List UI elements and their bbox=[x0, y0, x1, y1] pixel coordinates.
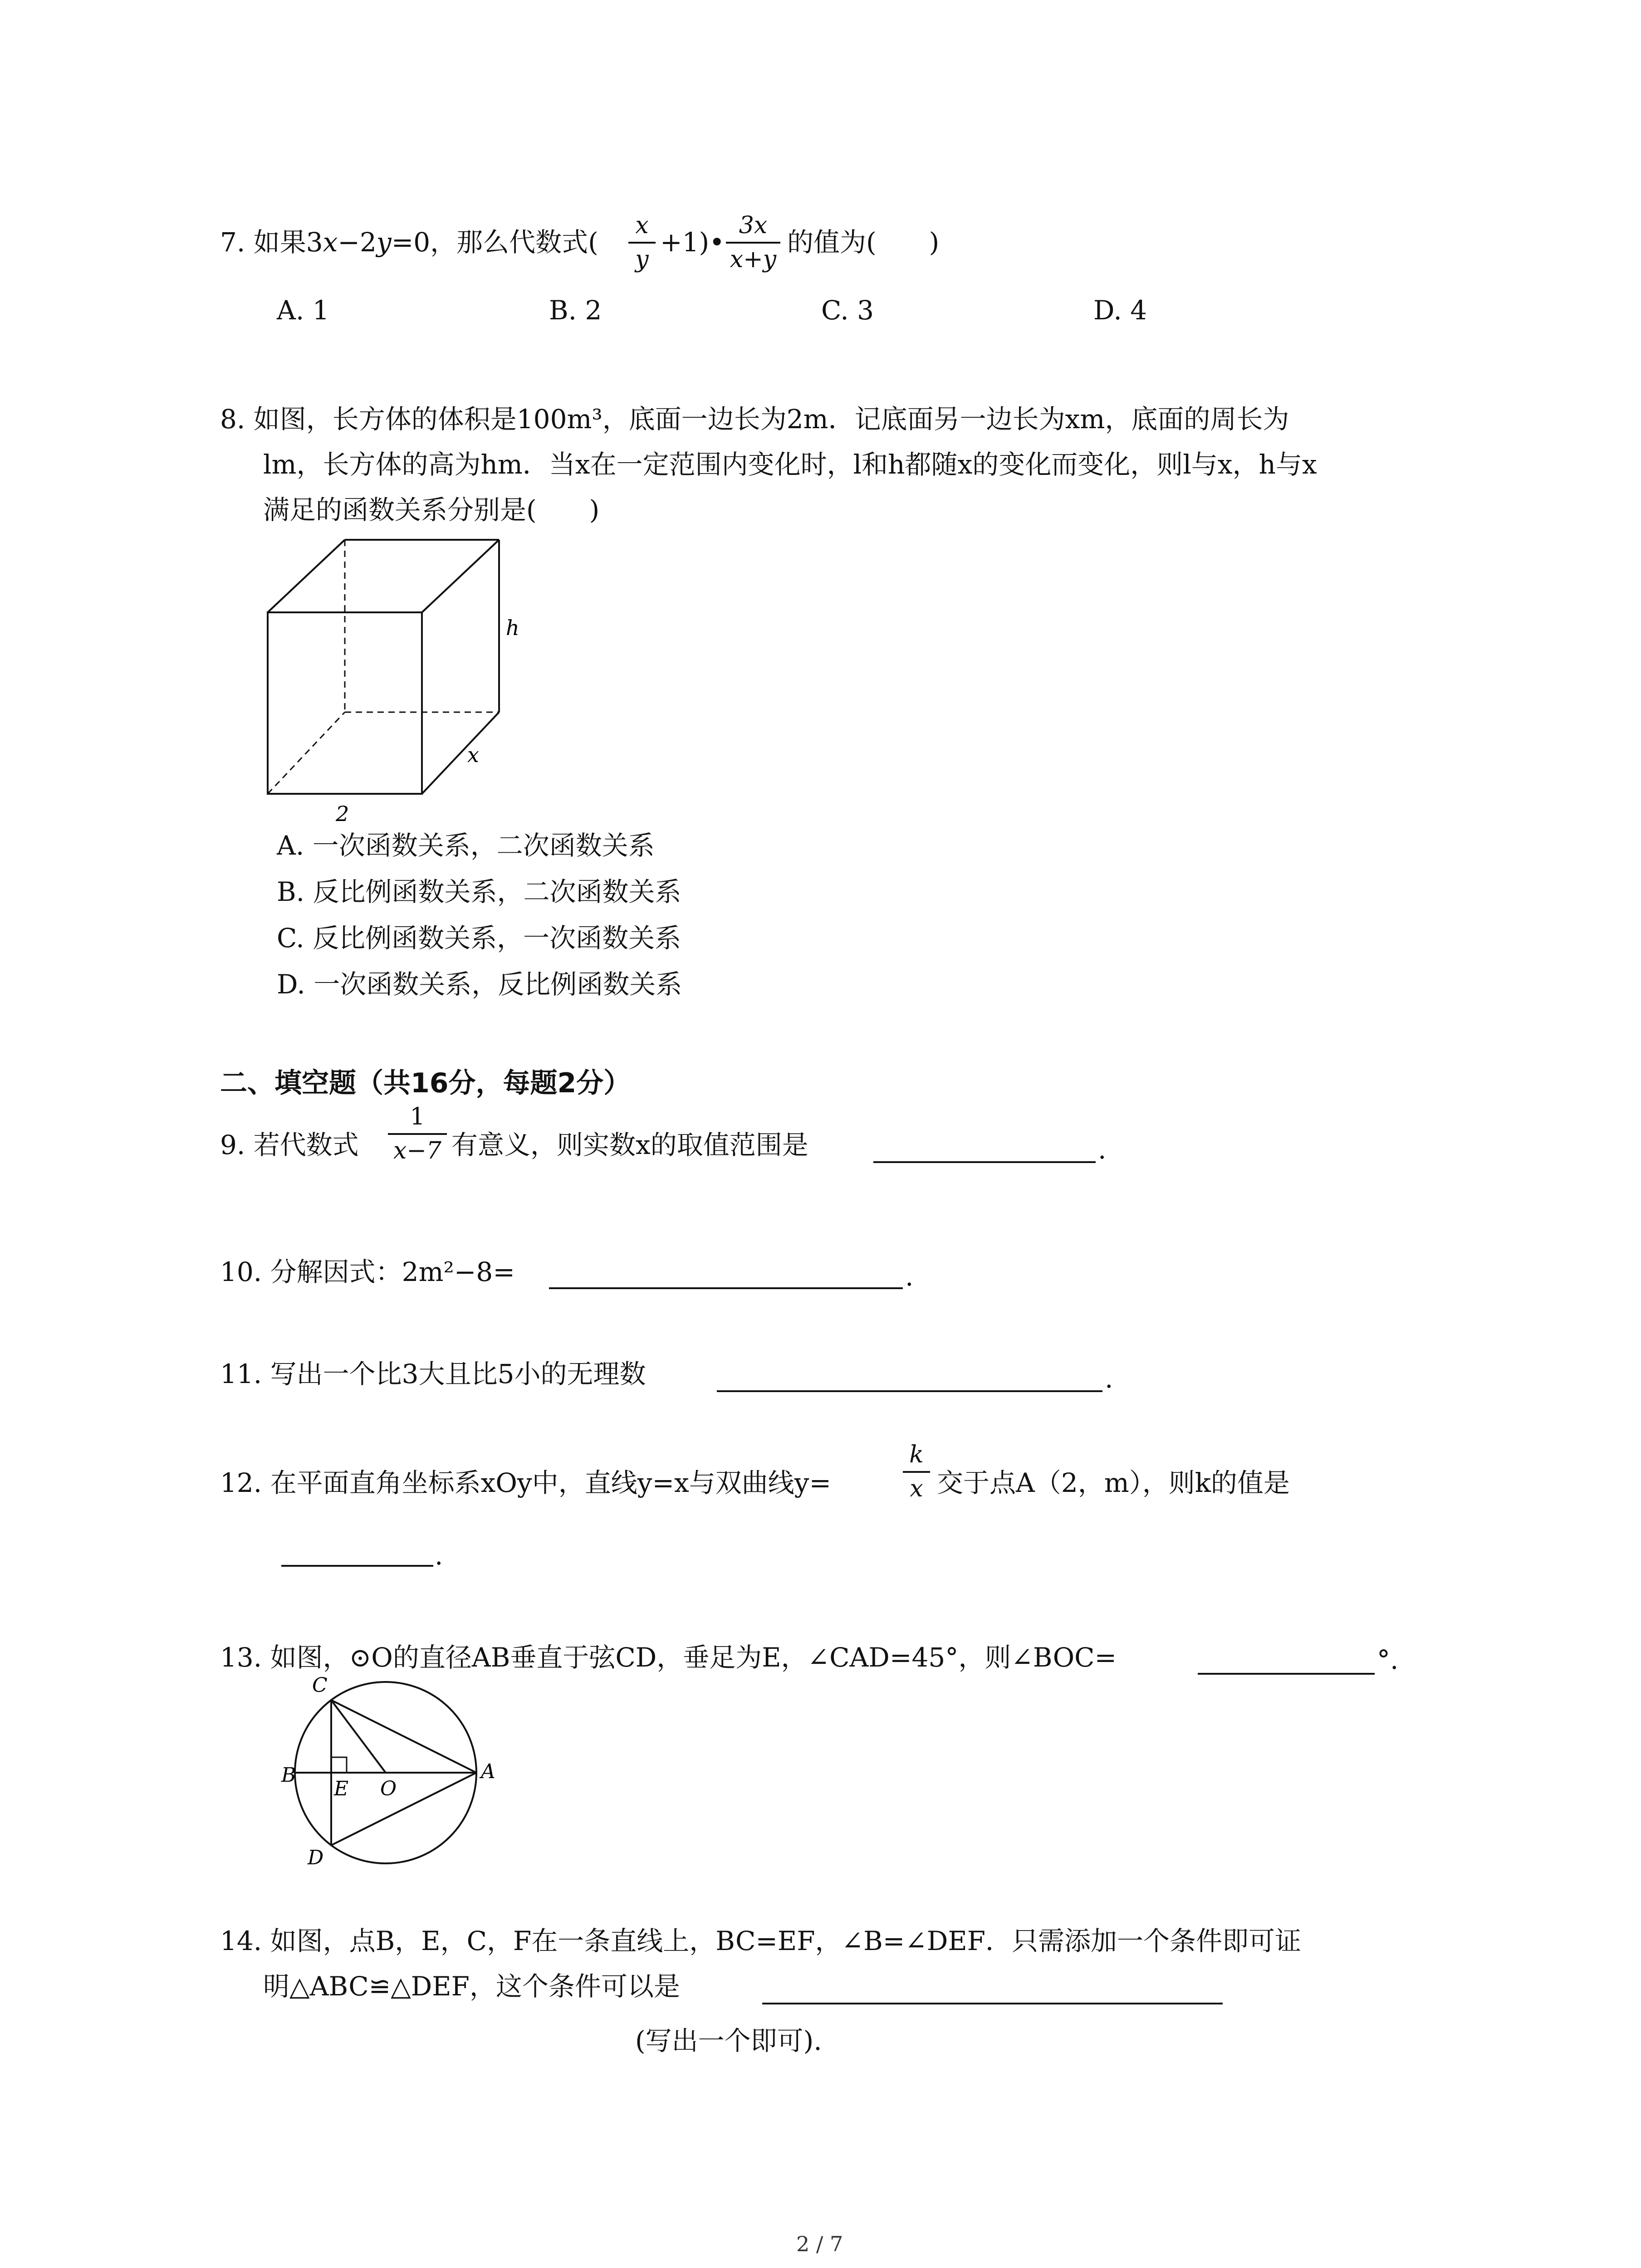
q7-mid: +1)• bbox=[660, 227, 725, 258]
section-title: 二、填空题（共16分，每题2分） bbox=[220, 1067, 631, 1099]
q8-option-b: B. 反比例函数关系，二次函数关系 bbox=[277, 876, 681, 907]
q9-fraction: 1 x−7 bbox=[388, 1105, 447, 1163]
q13-answer-blank[interactable] bbox=[1198, 1673, 1375, 1675]
q10-end: . bbox=[905, 1261, 914, 1292]
q11-answer-blank[interactable] bbox=[717, 1390, 1102, 1392]
cuboid-label-h: h bbox=[506, 616, 519, 640]
circle-label-o: O bbox=[380, 1777, 397, 1800]
q8-option-d: D. 一次函数关系，反比例函数关系 bbox=[277, 969, 682, 1000]
q14-line-2: 明△ABC≌△DEF，这个条件可以是 bbox=[263, 1971, 680, 2002]
circle-label-a: A bbox=[481, 1760, 495, 1783]
circle-label-b: B bbox=[281, 1764, 296, 1787]
circle-label-c: C bbox=[312, 1674, 328, 1697]
q7-fraction-2: 3x x+y bbox=[726, 213, 780, 272]
q7-tail: 的值为( ) bbox=[787, 227, 940, 258]
q9-end: . bbox=[1098, 1134, 1107, 1165]
q8-option-c: C. 反比例函数关系，一次函数关系 bbox=[277, 923, 681, 953]
q13-text: 13. 如图，⊙O的直径AB垂直于弦CD，垂足为E，∠CAD=45°，则∠BOC= bbox=[220, 1642, 1117, 1673]
q7-stem: 7. 如果3x−2y=0，那么代数式( bbox=[220, 227, 598, 258]
q8-line-1: 8. 如图，长方体的体积是100m³，底面一边长为2m．记底面另一边长为xm，底面的周长为 bbox=[220, 404, 1289, 435]
q9-answer-blank[interactable] bbox=[873, 1161, 1096, 1163]
cuboid-label-x: x bbox=[467, 743, 479, 767]
q10-text: 10. 分解因式：2m²−8= bbox=[220, 1256, 515, 1287]
q14-answer-blank[interactable] bbox=[762, 2003, 1223, 2004]
page-number: 2 / 7 bbox=[796, 2232, 843, 2256]
q11-end: . bbox=[1105, 1363, 1113, 1394]
q11-text: 11. 写出一个比3大且比5小的无理数 bbox=[220, 1359, 646, 1389]
q10-answer-blank[interactable] bbox=[549, 1287, 903, 1289]
q8-line-2: lm，长方体的高为hm．当x在一定范围内变化时，l和h都随x的变化而变化，则l与x，h与x bbox=[263, 449, 1317, 480]
q7-option-c: C. 3 bbox=[821, 295, 874, 326]
q13-end: °. bbox=[1377, 1644, 1399, 1675]
q7-fraction-1: x y bbox=[628, 213, 656, 272]
q12-lead: 12. 在平面直角坐标系xOy中，直线y=x与双曲线y= bbox=[220, 1467, 832, 1498]
q12-answer-blank[interactable] bbox=[281, 1565, 433, 1567]
cuboid-figure bbox=[254, 535, 581, 826]
circle-label-e: E bbox=[334, 1777, 349, 1800]
q9-lead: 9. 若代数式 bbox=[220, 1129, 359, 1160]
q14-line-3: (写出一个即可). bbox=[635, 2025, 822, 2056]
cuboid-label-2: 2 bbox=[336, 802, 349, 826]
q7-option-a: A. 1 bbox=[277, 295, 329, 326]
q9-tail: 有意义，则实数x的取值范围是 bbox=[451, 1129, 808, 1160]
q8-option-a: A. 一次函数关系，二次函数关系 bbox=[277, 830, 655, 861]
q7-option-b: B. 2 bbox=[549, 295, 602, 326]
q7-option-d: D. 4 bbox=[1093, 295, 1147, 326]
q8-line-3: 满足的函数关系分别是( ) bbox=[263, 494, 600, 525]
circle-label-d: D bbox=[308, 1846, 324, 1869]
q12-end: . bbox=[435, 1540, 443, 1571]
q12-tail: 交于点A（2，m），则k的值是 bbox=[937, 1467, 1290, 1498]
q12-fraction: k x bbox=[903, 1442, 930, 1501]
q14-line-1: 14. 如图，点B，E，C，F在一条直线上，BC=EF，∠B=∠DEF．只需添加一个条件即可证 bbox=[220, 1926, 1302, 1956]
circle-figure bbox=[268, 1674, 522, 1873]
